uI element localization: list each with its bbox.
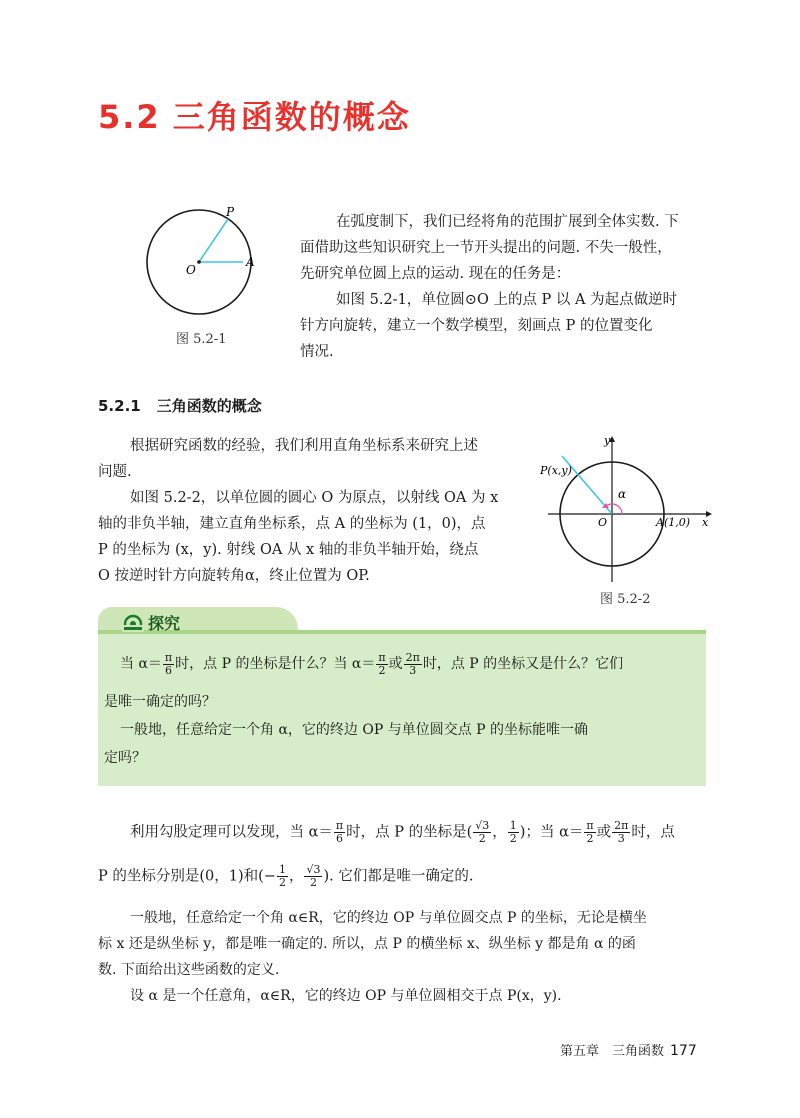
denominator: 3 [617, 832, 625, 845]
text-run: 时，点 P 的坐标是( [346, 824, 473, 841]
text-run: ， [492, 824, 507, 841]
numerator: 2π [405, 650, 420, 664]
body-line: P 的坐标为 (x，y). 射线 OA 从 x 轴的非负半轴开始，绕点 [98, 542, 479, 558]
section-number: 5.2 [98, 98, 161, 136]
numerator: π [378, 650, 386, 664]
text-run: 时，点 [631, 824, 675, 841]
numerator: √3 [475, 819, 490, 832]
denominator: 2 [278, 876, 286, 889]
fraction-pi-2 [376, 652, 387, 677]
label-a: A(1,0) [656, 516, 691, 529]
section-title-text: 三角函数的概念 [172, 98, 411, 136]
section-title [98, 92, 411, 138]
numerator: π [586, 819, 594, 832]
body-line: 标 x 还是纵坐标 y，都是唯一确定的. 所以，点 P 的横坐标 x、纵坐标 y 都是角 α 的函 [98, 936, 636, 952]
body-line: O 按逆时针方向旋转角α，终止位置为 OP. [98, 568, 370, 584]
body-line: 设 α 是一个任意角，α∈R，它的终边 OP 与单位圆相交于点 P(x，y). [130, 988, 562, 1004]
label-x: x [702, 516, 709, 529]
explore-question-1 [120, 650, 692, 678]
fraction-2pi-3 [404, 652, 422, 677]
denominator: 6 [336, 832, 344, 845]
numerator: √3 [306, 863, 321, 876]
intro-line: 面借助这些知识研究上一节开头提出的问题. 不失一般性， [300, 240, 672, 256]
fraction-pi-6 [163, 652, 174, 677]
numerator: 1 [509, 819, 517, 832]
text-run: ). 它们都是唯一确定的. [323, 868, 474, 885]
fraction-sqrt3-2 [473, 820, 491, 845]
fraction-pi-6 [334, 820, 345, 845]
text-run: 或 [596, 824, 612, 841]
explore-divider [98, 630, 706, 634]
explore-label: 探究 [148, 614, 181, 633]
body-line-fractions [130, 820, 675, 845]
body-line: 如图 5.2-2，以单位圆的圆心 O 为原点，以射线 OA 为 x [130, 490, 499, 506]
page-footer [560, 1040, 697, 1059]
label-o: O [186, 263, 196, 277]
text-run: 利用勾股定理可以发现，当 α＝ [130, 824, 333, 841]
intro-line: 先研究单位圆上点的运动. 现在的任务是： [300, 266, 571, 282]
numerator: π [164, 650, 173, 664]
chapter-label: 第五章 三角函数 [560, 1044, 665, 1059]
fraction-pi-2 [584, 820, 595, 845]
subsection-number: 5.2.1 [98, 397, 141, 415]
subsection-title: 三角函数的概念 [156, 397, 262, 415]
explore-question-1-cont: 是唯一确定的吗？ [104, 694, 216, 710]
denominator: 2 [478, 832, 486, 845]
text-run: 时，点 P 的坐标是什么？当 α＝ [175, 656, 376, 672]
body-line: 问题. [98, 464, 132, 480]
numerator: 1 [278, 863, 286, 876]
denominator: 2 [509, 832, 517, 845]
denominator: 2 [309, 876, 317, 889]
subsection-heading [98, 395, 262, 416]
body-line: 数. 下面给出这些函数的定义. [98, 962, 280, 978]
explore-question-2-cont: 定吗？ [104, 750, 146, 766]
body-line: 根据研究函数的经验，我们利用直角坐标系来研究上述 [130, 438, 478, 454]
text-run: ， [288, 868, 304, 885]
intro-line: 情况. [300, 344, 334, 360]
ray-op [199, 219, 228, 262]
denominator: 3 [409, 663, 417, 677]
text-run: P 的坐标分别是(0，1)和(− [98, 868, 276, 885]
intro-line: 如图 5.2-1，单位圆⊙O 上的点 P 以 A 为起点做逆时 [336, 292, 678, 308]
origin-point [197, 260, 201, 264]
page-number: 177 [670, 1043, 697, 1059]
label-p: P [226, 205, 235, 219]
intro-line: 在弧度制下，我们已经将角的范围扩展到全体实数. 下 [336, 214, 679, 230]
body-line: 一般地，任意给定一个角 α∈R，它的终边 OP 与单位圆交点 P 的坐标，无论是横坐 [130, 910, 647, 926]
text-run: )；当 α＝ [519, 824, 584, 841]
figure1-caption: 图 5.2-1 [176, 332, 227, 347]
intro-line: 针方向旋转，建立一个数学模型，刻画点 P 的位置变化 [300, 318, 653, 334]
fraction-2pi-3 [612, 820, 630, 845]
fraction-sqrt3-2 [304, 864, 322, 889]
explore-icon [122, 612, 144, 632]
denominator: 2 [586, 832, 594, 845]
numerator: π [335, 819, 344, 832]
label-alpha: α [618, 487, 627, 501]
numerator: 2π [614, 819, 629, 832]
body-line-fractions-2 [98, 864, 473, 889]
text-run: 时，点 P 的坐标又是什么？它们 [422, 656, 624, 672]
fraction-1-2 [277, 864, 288, 889]
body-line: 轴的非负半轴，建立直角坐标系，点 A 的坐标为 (1，0)，点 [98, 516, 486, 532]
label-a: A [246, 255, 255, 269]
text-run: 或 [388, 656, 403, 672]
fraction-1-2 [508, 820, 519, 845]
denominator: 6 [165, 663, 173, 677]
denominator: 2 [378, 663, 386, 677]
label-y: y [604, 434, 611, 447]
label-o: O [598, 516, 608, 529]
figure2-caption: 图 5.2-2 [600, 592, 651, 607]
figure-coordinate-circle [540, 430, 720, 590]
text-run: 当 α＝ [120, 656, 162, 672]
explore-question-2: 一般地，任意给定一个角 α，它的终边 OP 与单位圆交点 P 的坐标能唯一确 [120, 722, 589, 738]
label-p: P(x,y) [540, 464, 572, 477]
